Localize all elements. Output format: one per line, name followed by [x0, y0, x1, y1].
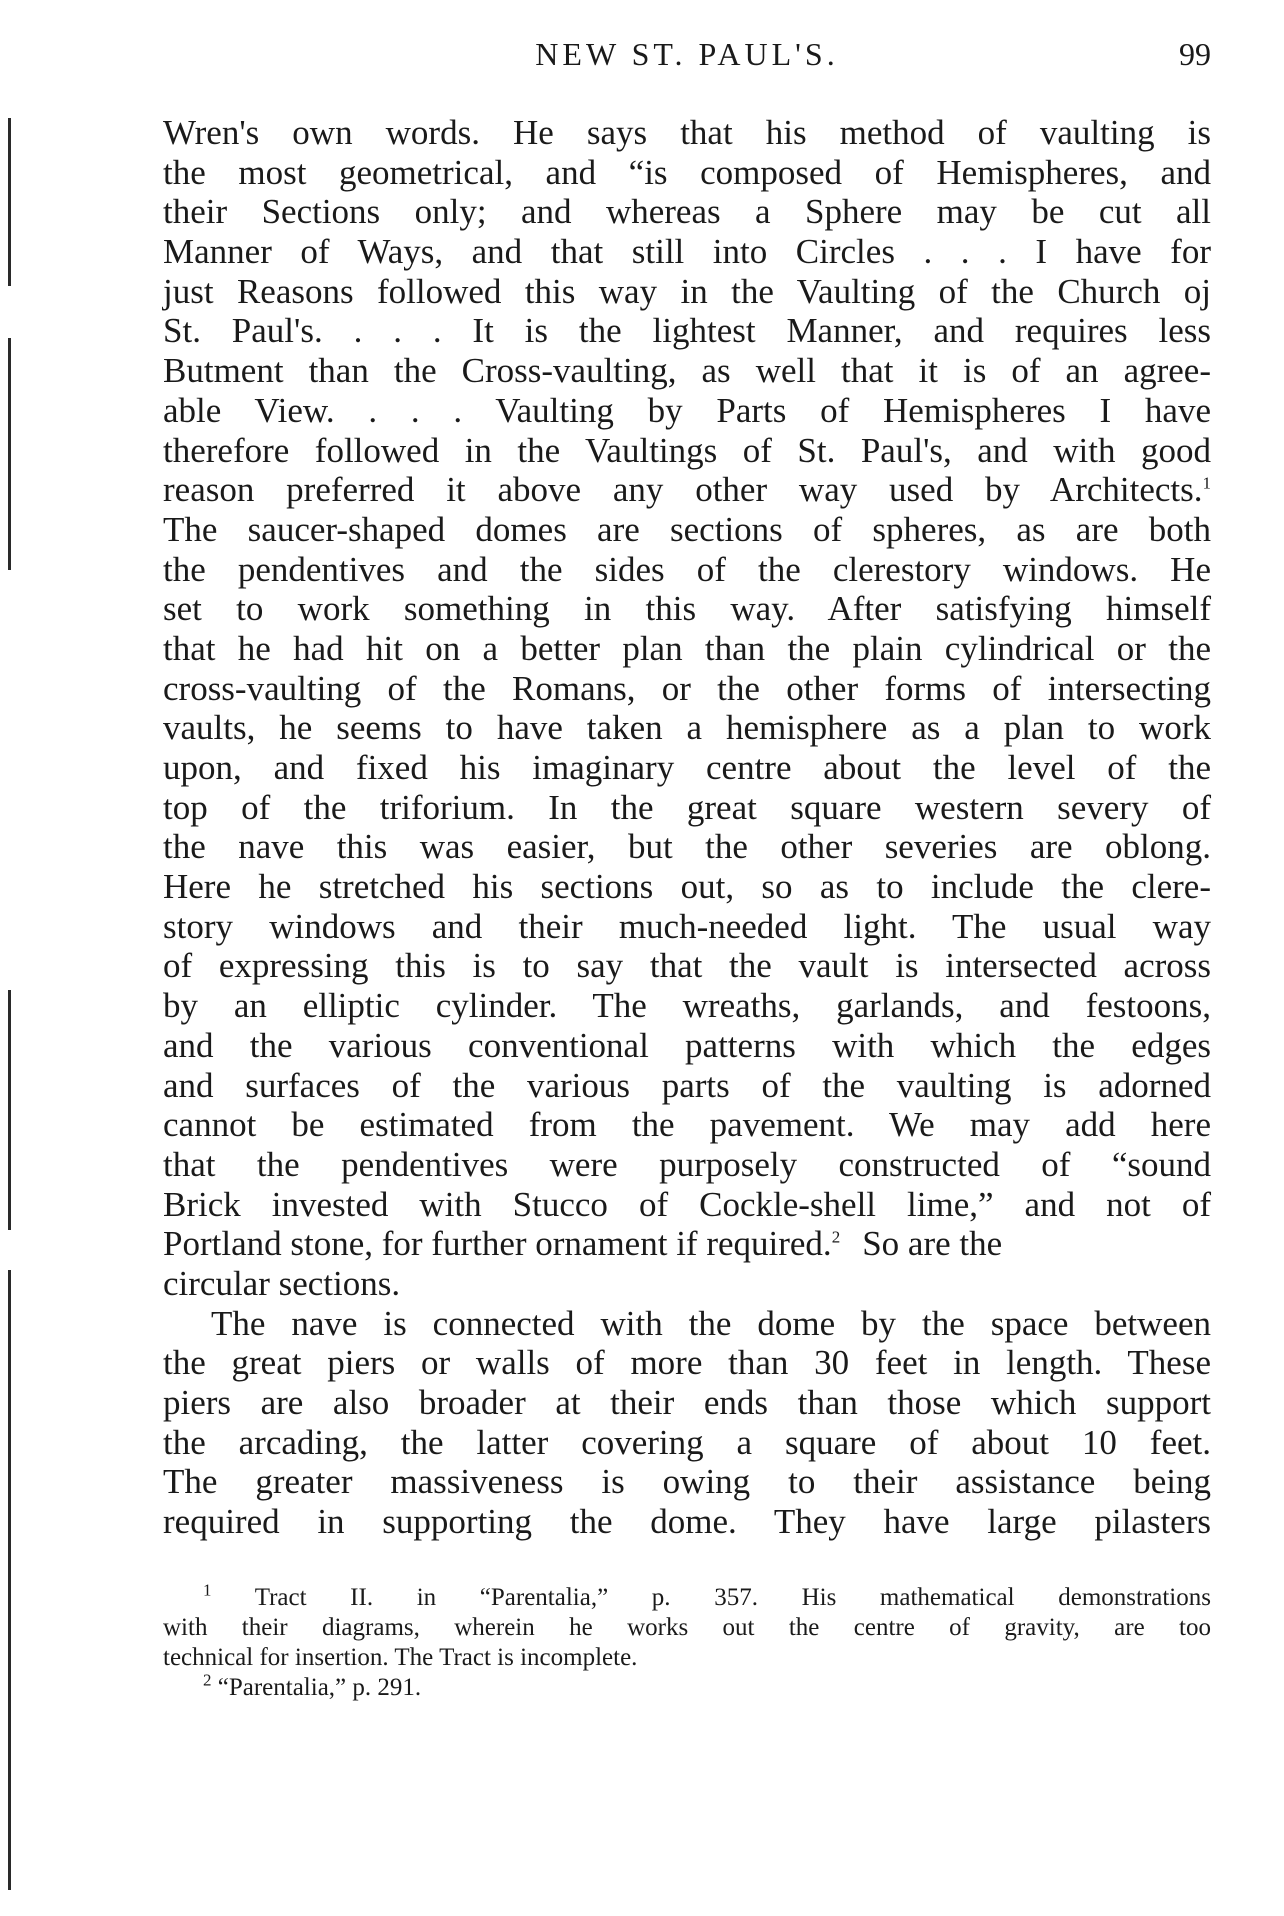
text-line: upon, and fixed his imaginary centre about the level of the	[163, 748, 1211, 787]
scan-edge-mark	[8, 1270, 11, 1890]
text-line-with-footnote	[163, 470, 1211, 510]
text-line: Here he stretched his sections out, so as to include the clere-	[163, 867, 1211, 907]
footnote-text: Tract II. in “Parentalia,” p. 357. His mathematical demonstrations	[254, 1584, 1211, 1611]
footnote-1-line: with their diagrams, wherein he works out the centre of gravity, are too	[163, 1614, 1211, 1641]
text-line: that the pendentives were purposely constructed of “sound	[163, 1144, 1211, 1184]
text-line: circular sections.	[163, 1263, 401, 1303]
scan-edge-mark	[8, 118, 11, 286]
text-line: required in supporting the dome. They have large pilasters	[163, 1502, 1211, 1542]
text-line: the nave this was easier, but the other severies are oblong.	[163, 827, 1211, 867]
text-segment: So are the	[862, 1224, 1003, 1264]
running-head	[163, 34, 1211, 74]
text-line: cannot be estimated from the pavement. We may add here	[163, 1105, 1211, 1145]
text-line: top of the triforium. In the great square western severy of	[163, 787, 1211, 827]
text-line: St. Paul's. . . . It is the lightest Manner, and requires less	[163, 311, 1211, 351]
text-line: able View. . . . Vaulting by Parts of Hemispheres I have	[163, 390, 1211, 430]
text-line: the great piers or walls of more than 30 feet in length. These	[163, 1343, 1211, 1383]
text-line: the pendentives and the sides of the clerestory windows. He	[163, 549, 1211, 589]
text-segment: Portland stone, for further ornament if required.	[163, 1224, 832, 1264]
text-line: their Sections only; and whereas a Sphere may be cut all	[163, 192, 1211, 232]
text-line: vaults, he seems to have taken a hemisphere as a plan to work	[163, 708, 1211, 748]
scan-edge-mark	[8, 990, 11, 1230]
text-line: the most geometrical, and “is composed of Hemispheres, and	[163, 152, 1211, 192]
footnote-marker: 1	[1202, 473, 1211, 493]
text-line: Butment than the Cross-vaulting, as well that it is of an agree-	[163, 351, 1211, 391]
text-line: The greater massiveness is owing to their assistance being	[163, 1462, 1211, 1502]
text-line: Manner of Ways, and that still into Circles . . . I have for	[163, 232, 1211, 272]
text-line: by an elliptic cylinder. The wreaths, garlands, and festoons,	[163, 986, 1211, 1026]
text-line: Wren's own words. He says that his method of vaulting is	[163, 113, 1211, 152]
footnote-1-line	[163, 1580, 1211, 1613]
text-line: The saucer-shaped domes are sections of spheres, as are both	[163, 509, 1211, 549]
scan-edge-mark	[8, 338, 11, 570]
footnotes	[163, 1580, 1211, 1703]
text-line: The nave is connected with the dome by the space between	[211, 1303, 1211, 1343]
text-line: that he had hit on a better plan than the plain cylindrical or the	[163, 628, 1211, 668]
text-line: of expressing this is to say that the vault is intersected across	[163, 946, 1211, 986]
text-line: just Reasons followed this way in the Vaulting of the Church oj	[163, 271, 1211, 311]
text-line: piers are also broader at their ends than those which support	[163, 1383, 1211, 1422]
running-title: NEW ST. PAUL'S.	[535, 36, 839, 72]
footnote-marker: 2	[831, 1227, 841, 1247]
text-line: the arcading, the latter covering a square of about 10 feet.	[163, 1422, 1211, 1462]
text-line: set to work something in this way. After satisfying himself	[163, 589, 1211, 629]
text-line: and surfaces of the various parts of the vaulting is adorned	[163, 1065, 1211, 1105]
text-line: Brick invested with Stucco of Cockle-shell lime,” and not of	[163, 1184, 1211, 1224]
text-segment: reason preferred it above any other way used by Architects.	[163, 470, 1203, 510]
text-line: and the various conventional patterns with which the edges	[163, 1025, 1211, 1065]
footnote-number: 1	[203, 1580, 212, 1600]
text-line: cross-vaulting of the Romans, or the other forms of intersecting	[163, 668, 1211, 708]
text-line: story windows and their much-needed light. The usual way	[163, 906, 1211, 946]
text-line: therefore followed in the Vaultings of St. Paul's, and with good	[163, 430, 1211, 470]
footnote-2-line	[163, 1670, 1211, 1703]
text-line-with-footnote	[163, 1224, 1211, 1264]
paragraph-2	[163, 1304, 1211, 1542]
page-number: 99	[1179, 36, 1211, 72]
paragraph-1	[163, 113, 1211, 1304]
body-text	[163, 113, 1211, 1542]
footnote-1-line: technical for insertion. The Tract is incomplete.	[163, 1644, 638, 1671]
footnote-text: “Parentalia,” p. 291.	[217, 1674, 422, 1701]
footnote-number: 2	[203, 1670, 212, 1690]
